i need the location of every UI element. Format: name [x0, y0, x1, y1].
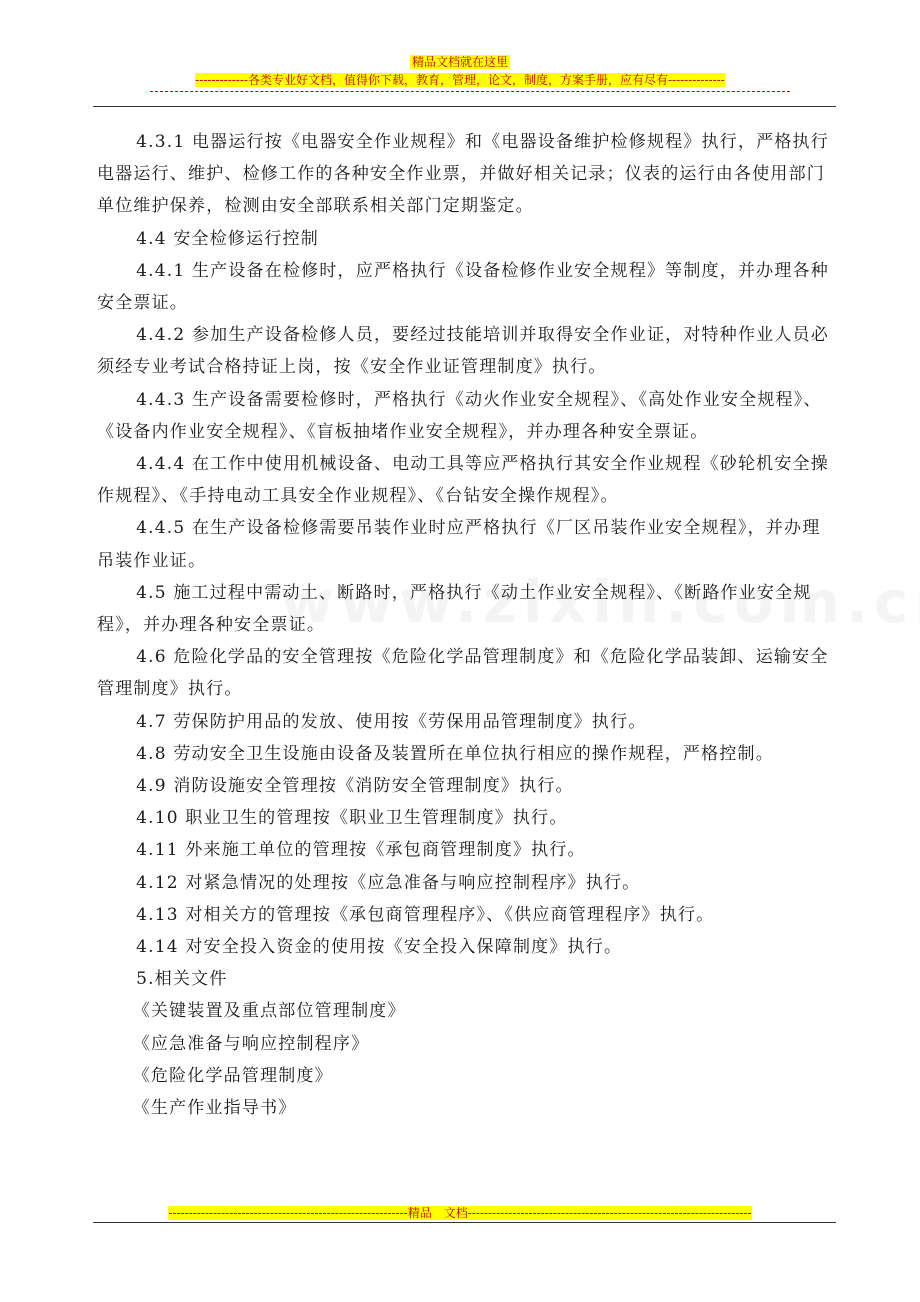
paragraph-4-9: 4.9 消防设施安全管理按《消防安全管理制度》执行。: [136, 776, 574, 797]
paragraph-4-14: 4.14 对安全投入资金的使用按《安全投入保障制度》执行。: [136, 937, 623, 958]
paragraph-4-3-1: 4.3.1 电器运行按《电器安全作业规程》和《电器设备维护检修规程》执行，严格执行电器运行、维护、检修工作的各种安全作业票，并做好相关记录；仪表的运行由各使用部门单位维护保养，检测由安全部联系相关部门定期鉴定。: [97, 132, 829, 217]
header-title: 精品文档就在这里: [411, 55, 508, 69]
related-document-item: 《危险化学品管理制度》: [132, 1065, 333, 1086]
related-document-item: 《关键装置及重点部位管理制度》: [132, 1001, 406, 1022]
header-dashed-divider: [150, 91, 790, 92]
paragraph-4-4-5: 4.4.5 在生产设备检修需要吊装作业时应严格执行《厂区吊装作业安全规程》，并办理吊装作业证。: [97, 518, 821, 571]
header-subtitle: -------------各类专业好文档，值得你下载，教育，管理，论文，制度，方案手册，应有尽有--------------: [195, 73, 725, 87]
related-document-item: 《生产作业指导书》: [132, 1098, 297, 1119]
footer-rule: [93, 1222, 836, 1223]
header-rule: [93, 106, 836, 107]
paragraph-4-8: 4.8 劳动安全卫生设施由设备及装置所在单位执行相应的操作规程，严格控制。: [136, 743, 774, 764]
paragraph-4-7: 4.7 劳保防护用品的发放、使用按《劳保用品管理制度》执行。: [136, 711, 647, 732]
footer-text: -----------------------------------------------------------精品 文档----------------------------------------------------------------------: [168, 1206, 752, 1220]
paragraph-4-5: 4.5 施工过程中需动土、断路时，严格执行《动土作业安全规程》、《断路作业安全规程》，并办理各种安全票证。: [97, 582, 812, 636]
paragraph-4-4-2: 4.4.2 参加生产设备检修人员，要经过技能培训并取得安全作业证，对特种作业人员必须经专业考试合格持证上岗，按《安全作业证管理制度》执行。: [97, 325, 829, 378]
paragraph-4-13: 4.13 对相关方的管理按《承包商管理程序》、《供应商管理程序》执行。: [136, 904, 715, 925]
paragraph-4-6: 4.6 危险化学品的安全管理按《危险化学品管理制度》和《危险化学品装卸、运输安全管理制度》执行。: [97, 647, 829, 700]
paragraph-4-4-4: 4.4.4 在工作中使用机械设备、电动工具等应严格执行其安全作业规程《砂轮机安全操作规程》、《手持电动工具安全作业规程》、《台钻安全操作规程》。: [97, 454, 829, 507]
paragraph-4-11: 4.11 外来施工单位的管理按《承包商管理制度》执行。: [136, 840, 586, 861]
paragraph-4-4-3: 4.4.3 生产设备需要检修时，严格执行《动火作业安全规程》、《高处作业安全规程》、《设备内作业安全规程》、《盲板抽堵作业安全规程》，并办理各种安全票证。: [97, 389, 822, 442]
paragraph-4-10: 4.10 职业卫生的管理按《职业卫生管理制度》执行。: [136, 808, 568, 829]
section-heading-related-documents: 5.相关文件: [136, 969, 228, 990]
paragraph-4-4-1: 4.4.1 生产设备在检修时，应严格执行《设备检修作业安全规程》等制度，并办理各种安全票证。: [97, 260, 829, 314]
document-body: [97, 126, 834, 1124]
paragraph-4-4: 4.4 安全检修运行控制: [136, 228, 319, 249]
related-document-item: 《应急准备与响应控制程序》: [132, 1033, 370, 1054]
paragraph-4-12: 4.12 对紧急情况的处理按《应急准备与响应控制程序》执行。: [136, 872, 641, 893]
